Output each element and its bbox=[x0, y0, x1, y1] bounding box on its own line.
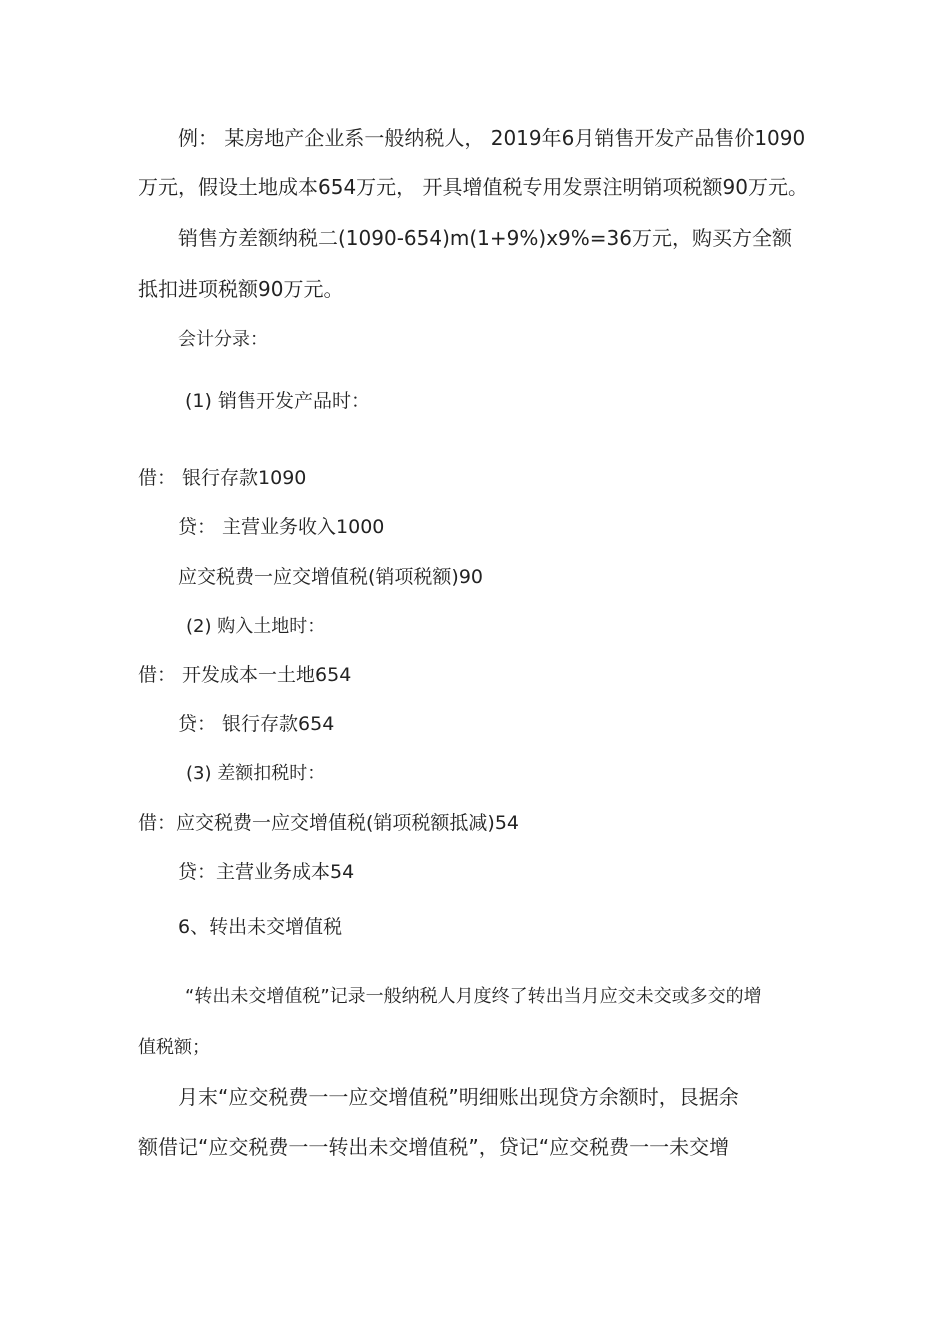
step1-credit: 贷： 主营业务收入1000 bbox=[178, 516, 385, 538]
entries-title: 会计分录： bbox=[178, 329, 268, 350]
example-line-2: 万元，假设土地成本654万元， 开具增值税专用发票注明销项税额90万元。 bbox=[138, 175, 808, 199]
step2-credit: 贷： 银行存款654 bbox=[178, 713, 335, 735]
step3-debit: 借：应交税费一应交增值税(销项税额抵减)54 bbox=[138, 812, 520, 834]
section6-para2-line2: 额借记“应交税费一一转出未交增值税”，贷记“应交税费一一未交增 bbox=[138, 1135, 730, 1159]
section6-para2-line1: 月末“应交税费一一应交增值税”明细账出现贷方余额时，艮据余 bbox=[178, 1085, 739, 1109]
step1-debit: 借： 银行存款1090 bbox=[138, 467, 307, 489]
example-line-1: 例： 某房地产企业系一般纳税人， 2019年6月销售开发产品售价1090 bbox=[178, 126, 806, 150]
step1-title: (1) 销售开发产品时： bbox=[185, 390, 370, 412]
step3-title: (3) 差额扣税时： bbox=[186, 763, 326, 784]
step3-credit: 贷：主营业务成本54 bbox=[178, 861, 355, 883]
step2-debit: 借： 开发成本一土地654 bbox=[138, 664, 352, 686]
section6-para1-line2: 值税额； bbox=[138, 1037, 210, 1058]
section6-para1-line1: “转出未交增值税”记录一般纳税人月度终了转出当月应交未交或多交的增 bbox=[185, 986, 762, 1007]
section6-heading: 6、转出未交增值税 bbox=[178, 916, 343, 938]
step2-title: (2) 购入土地时： bbox=[186, 616, 326, 637]
step1-credit-2: 应交税费一应交增值税(销项税额)90 bbox=[178, 566, 484, 588]
example-line-3: 销售方差额纳税二(1090-654)m(1+9%)x9%=36万元，购买方全额 bbox=[178, 226, 792, 250]
example-line-4: 抵扣进项税额90万元。 bbox=[138, 277, 344, 301]
